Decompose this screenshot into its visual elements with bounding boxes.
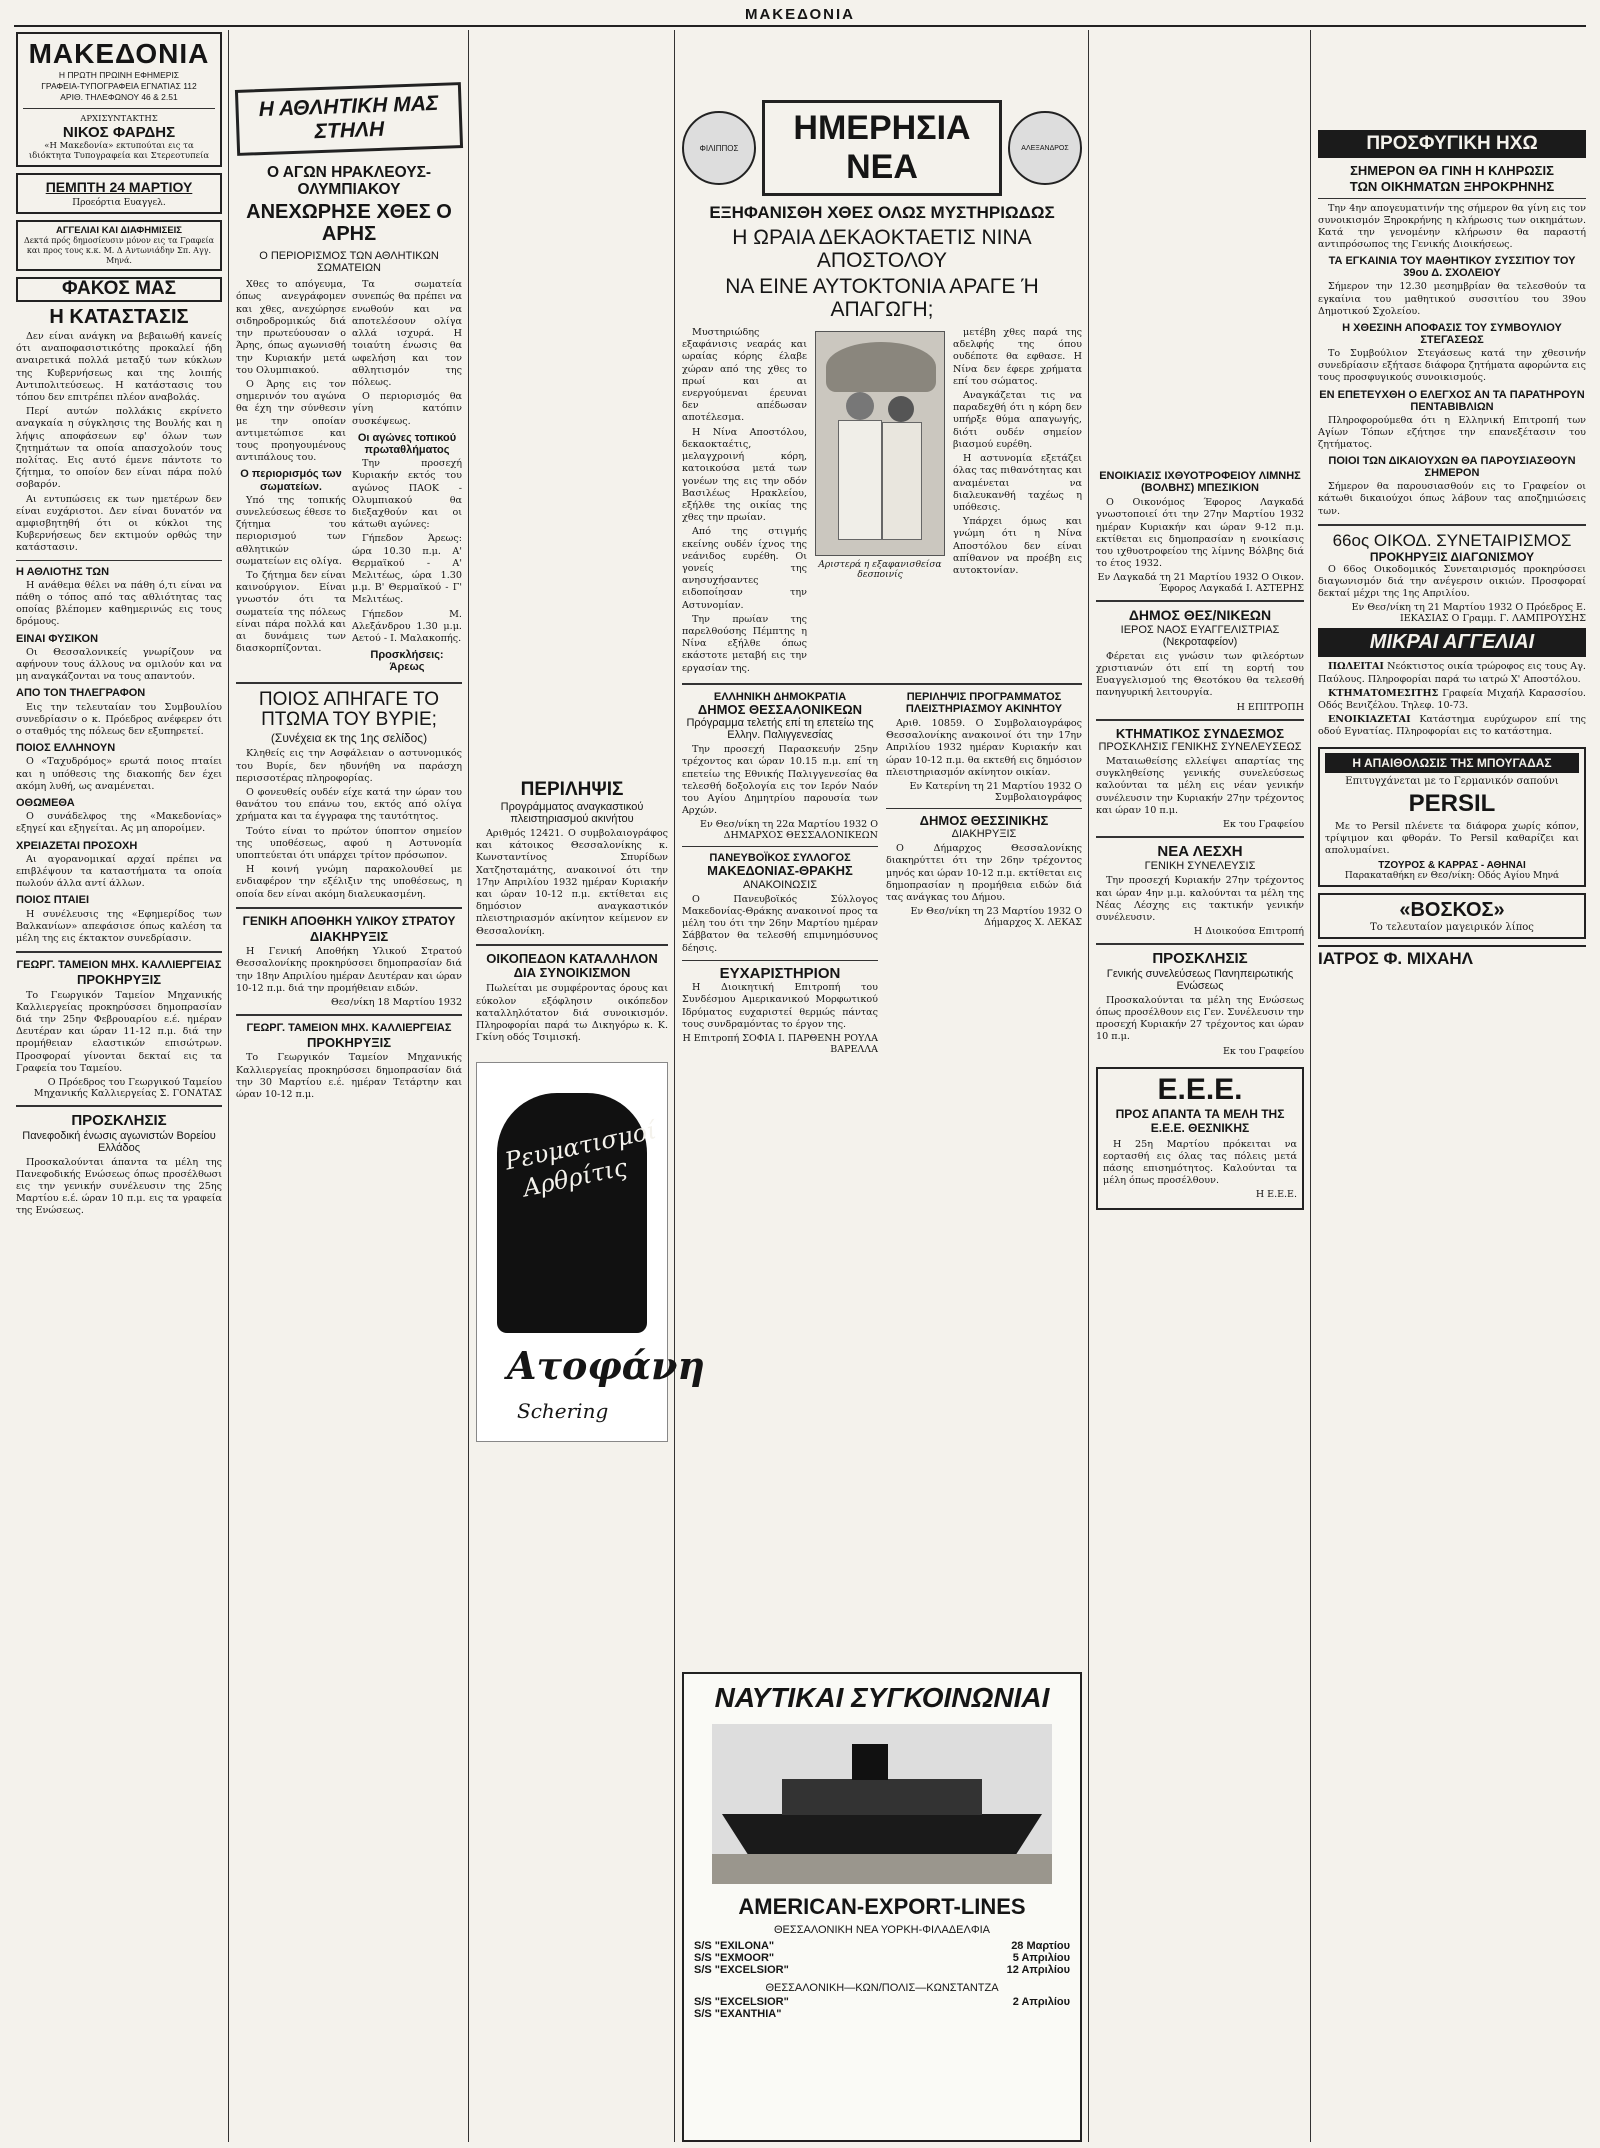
notice-column	[886, 691, 1082, 1059]
paragraph: Φέρεται εις γνώσιν των φιλεόρτων χριστιανών ότι επί τη εορτή του Ευαγγελισμού της Θεοτόκου θα τελεσθή πανηγυρική λειτουργία.	[1096, 650, 1304, 699]
paragraph: Χθες το απόγευμα, όπως ανεγράφομεν και χθες, ανεχώρησε σιδηροδρομικώς διά την πρωτεύουσαν ο Άρης, όπως αγωνισθή την Κυριακήν μετά του Ολυμπιακού.	[236, 279, 346, 376]
ship-schedule-row	[684, 1952, 1080, 1964]
note-text: Ο συνάδελφος της «Μακεδονίας» εξηγεί και εξηγείται. Ας μη αποροίμεν.	[16, 811, 222, 835]
notice-signature: Εκ του Γραφείου	[1222, 1045, 1304, 1057]
echo-subheading: Η ΧΘΕΣΙΝΗ ΑΠΟΦΑΣΙΣ ΤΟΥ ΣΥΜΒΟΥΛΙΟΥ ΣΤΕΓΑΣΕΩΣ	[1342, 322, 1562, 347]
medicine-advertisement	[476, 1062, 706, 1442]
note-text: Ο «Ταχυδρόμος» ερωτά ποιος πταίει και η υπόθεσις της διακοπής δεν έχει ακόμη λυθή, ως αναμένεται.	[16, 756, 222, 792]
shipping-route: ΘΕΣΣΑΛΟΝΙΚΗ—ΚΩΝ/ΠΟΛΙΣ—ΚΩΝΣΤΑΝΤΖΑ	[765, 1982, 999, 1994]
divider	[16, 1105, 222, 1107]
column-4	[682, 32, 1082, 2142]
notice-body	[1096, 497, 1304, 570]
divider	[236, 1014, 462, 1016]
column-6	[1318, 32, 1586, 2142]
vosko-advertisement	[1318, 893, 1586, 939]
summary-body	[476, 828, 668, 938]
ads-label: ΑΓΓΕΛΙΑΙ ΚΑΙ ΔΙΑΦΗΜΙΣΕΙΣ	[55, 225, 183, 236]
column-title: ΦΑΚΟΣ ΜΑΣ	[16, 277, 222, 302]
doctor-ad: ΙΑΤΡΟΣ Φ. ΜΙΧΑΗΛ	[1318, 945, 1586, 969]
issue-date: ΠΕΜΠΤΗ 24 ΜΑΡΤΙΟΥ	[45, 179, 193, 195]
inline-heading: Οι αγώνες τοπικού πρωταθλήματος	[357, 431, 457, 456]
portrait-photo	[815, 331, 945, 556]
small-ad-text: Νεόκτιστος οικία τρώροφος εις τους Αγ. Παύλους. Πληροφορίαι παρά τω ιατρώ Χ' Αποστόλου.	[1318, 661, 1586, 685]
article-body	[16, 331, 222, 945]
notice-body	[1096, 875, 1304, 924]
notice-column	[682, 691, 878, 1059]
column-1	[16, 32, 222, 2142]
paragraph: Ο Πανευβοϊκός Σύλλογος Μακεδονίας-Θράκης ανακοινοί προς τα μέλη του ότι την 26ην Μαρτίου ημέραν Σάββατον θα τελεσθή επιμνημόσυνος δέησις.	[682, 893, 878, 954]
paragraph: Με το Persil πλένετε τα διάφορα χωρίς κόπον, τρίψιμον και φθοράν. Το Persil καθαρίζει και απολυμαίνει.	[1325, 820, 1579, 856]
notice-title: ΔΗΜΟΣ ΘΕΣΣΙΝΙΚΗΣ	[919, 812, 1049, 828]
divider	[682, 683, 1082, 685]
divider	[682, 846, 878, 847]
article-column	[236, 279, 346, 675]
notice-body	[886, 843, 1082, 904]
notice-signature: Η Διοικούσα Επιτροπή	[1193, 926, 1304, 938]
divider	[1096, 719, 1304, 721]
small-ads-banner: ΜΙΚΡΑΙ ΑΓΓΕΛΙΑΙ	[1318, 628, 1586, 657]
echo-subheading: ΕΝ ΕΠΕΤΕΥΧΘΗ Ο ΕΛΕΓΧΟΣ ΑΝ ΤΑ ΠΑΡΑΤΗΡΟΥΝ ΠΕΝΤΑΒΙΒΛΙΩΝ	[1319, 388, 1585, 413]
paragraph: Την προσεχή Κυριακήν 27ην τρέχοντος και ώραν 4ην μ.μ. καλούνται τα μέλη της Νέας Λέσχης εις τακτικήν γενικήν συνέλευσιν.	[1096, 875, 1304, 924]
note-text: Αι αγορανομικαί αρχαί πρέπει να επιβλέψουν τα καταστήματα τα οποία πωλούν άλλα αντί άλλων.	[16, 853, 222, 890]
story-headline: ΠΟΙΟΣ ΑΠΗΓΑΓΕ ΤΟ ΠΤΩΜΑ ΤΟΥ ΒΥΡΙΕ;	[258, 688, 440, 731]
paragraph: Γήπεδον Άρεως: ώρα 10.30 π.μ. Α' Θερμαϊκού - Α' Μελιτέως, ώρα 1.30 μ.μ. Β' Θερμαϊκού - Γ' Μελιτέως.	[352, 533, 462, 606]
paragraph: Αριθμός 12421. Ο συμβολαιογράφος και κάτοικος Θεσσαλονίκης κ. Κωνσταντίνος Σπυρίδων Χατζησταμάτης, ανακοινοί ότι την 17ην Απριλίου 1932 ημέραν Κυριακήν και ώραν 10-12 π.μ. εκτίθεται εις δημόσιον αναγκαστικόν πλειστηριασμόν ακίνητον κείμενον εν Θεσσαλονίκη.	[476, 827, 668, 937]
column-rule	[674, 30, 675, 2142]
paragraph: Από της στιγμής εκείνης ουδέν ίχνος της νεάνιδος ευρέθη. Οι γονείς της ανησυχήσαντες ειδοποίησαν την Αστυνομίαν.	[682, 526, 807, 611]
paragraph: Προσκαλούνται άπαντα τα μέλη της Πανεφοδικής Ενώσεως όπως προσέλθωσι εις την γενικήν συνέλευσιν της 25ης Μαρτίου ε.έ. ώραν 10 π.μ. εις τα γραφεία της Ενώσεως.	[16, 1156, 222, 1217]
notice-signature: Ο Πρόεδρος του Γεωργικού Ταμείου Μηχανικής Καλλιεργείας Σ. ΓΟΝΑΤΑΣ	[33, 1077, 222, 1100]
paragraph: Το ζήτημα δεν είναι καινούργιον. Είναι γνωστόν ότι τα σωματεία της πόλεως είναι πάρα πολλά και αι δυνάμεις των διασκορπίζονται.	[236, 569, 346, 655]
ship-name: S/S "EXANTHIA"	[694, 2008, 782, 2020]
ship-illustration	[712, 1724, 1052, 1884]
ship-name: S/S "EXILONA"	[694, 1940, 775, 1952]
inline-heading: Προσκλήσεις: Άρεως	[370, 649, 444, 674]
notice-title: ΜΑΚΕΔΟΝΙΑΣ-ΘΡΑΚΗΣ	[707, 863, 853, 879]
divider	[1096, 836, 1304, 838]
photo-caption: Αριστερά η εξαφανισθείσα δεσποινίς	[818, 560, 942, 581]
small-ad	[1318, 661, 1586, 685]
echo-body	[1318, 348, 1586, 385]
notice-subtitle: Γενικής συνελεύσεως Πανηπειρωτικής Ενώσεως	[1106, 967, 1294, 992]
notice-date: Θεσ/νίκη 18 Μαρτίου 1932	[330, 997, 462, 1009]
sports-subheadline: Ο ΠΕΡΙΟΡΙΣΜΟΣ ΤΩΝ ΑΘΛΗΤΙΚΩΝ ΣΩΜΑΤΕΙΩΝ	[259, 250, 439, 275]
paragraph: Αι εντυπώσεις εκ των ημετέρων δεν είναι ευχάριστοι. Δεν είναι δυνατόν να αμφισβητηθή ότι οι κύκλοι της Κυβερνήσεως δεν εκτιμούν ορθώς την κατάστασιν.	[16, 493, 222, 554]
date-box	[16, 173, 222, 214]
figure-head	[846, 392, 874, 420]
notice-subtitle: Πανεφοδική ένωσις αγωνιστών Βορείου Ελλάδος	[22, 1129, 216, 1154]
paragraph: Υπό της τοπικής συνελεύσεως έθεσε το ζήτημα του περιορισμού των αθλητικών σωματείων εις ολίγα.	[236, 494, 346, 567]
notice-subtitle: Πρόγραμμα τελετής επί τη επετείω της Ελλην. Παλιγγενεσίας	[686, 717, 874, 742]
column-rule	[1088, 30, 1089, 2142]
column-5	[1096, 470, 1304, 2142]
coin-alexander-icon	[1008, 111, 1082, 185]
ship-date: 28 Μαρτίου	[1011, 1940, 1070, 1952]
note-title: ΠΟΙΟΣ ΕΛΛΗΝΟΥΝ	[16, 742, 116, 755]
news-headline: ΝΑ ΕΙΝΕ ΑΥΤΟΚΤΟΝΙΑ ΑΡΑΓΕ Ή ΑΠΑΓΩΓΗ;	[725, 274, 1039, 321]
coop-signature: Εν Θεσ/νίκη τη 21 Μαρτίου 1932 Ο Πρόεδρος Ε. ΙΕΚΑΣΙΑΣ Ο Γραμμ. Γ. ΛΑΜΠΡΟΥΣΗΣ	[1351, 602, 1586, 625]
ad-maker: Schering	[517, 1399, 609, 1424]
eee-subtitle: ΠΡΟΣ ΑΠΑΝΤΑ ΤΑ ΜΕΛΗ ΤΗΣ Ε.Ε.Ε. ΘΕΣΝΙΚΗΣ	[1115, 1106, 1285, 1135]
paragraph: Προσκαλούνται τα μέλη της Ενώσεως όπως προσέλθουν εις Γεν. Συνέλευσιν την προσεχή Κυριακήν 27 τρέχοντος και ώραν 10 π.μ.	[1096, 994, 1304, 1043]
small-ad-lead: ΕΝΟΙΚΙΑΖΕΤΑΙ	[1328, 714, 1411, 726]
figure-body	[882, 422, 922, 540]
ad-script: Ρευματισμοί Αρθρίτις	[502, 1116, 659, 1203]
ship-date: 2 Απριλίου	[1012, 1996, 1070, 2008]
divider	[1318, 524, 1586, 526]
paragraph: Τούτο είναι το πρώτον ύποπτον σημείον της υποθέσεως, αφού η Αστυνομία υποπτεύεται ότι υπάρχει τρίτον πρόσωπον.	[236, 825, 462, 861]
notice-subtitle: ΙΕΡΟΣ ΝΑΟΣ ΕΥΑΓΓΕΛΙΣΤΡΙΑΣ (Νεκροταφείον)	[1120, 623, 1280, 648]
notice-subtitle: ΠΡΟΣΚΛΗΣΙΣ ΓΕΝΙΚΗΣ ΣΥΝΕΛΕΥΣΕΩΣ	[1098, 740, 1302, 753]
plot-ad-title: ΟΙΚΟΠΕΔΟΝ ΚΑΤΑΛΛΗΛΟΝ ΔΙΑ ΣΥΝΟΙΚΙΣΜΟΝ	[486, 950, 658, 981]
eee-body	[1103, 1139, 1297, 1188]
ship-hull	[722, 1814, 1042, 1854]
ship-name: S/S "EXMOOR"	[694, 1952, 775, 1964]
small-ad	[1318, 714, 1586, 738]
story-body	[236, 748, 462, 900]
paragraph: Κληθείς εις την Ασφάλειαν ο αστυνομικός του Βυρίε, δεν ηδυνήθη να παράσχη περισσοτέρας πληροφορίας.	[236, 748, 462, 784]
note-title: ΧΡΕΙΑΖΕΤΑΙ ΠΡΟΣΟΧΗ	[16, 839, 138, 852]
divider	[236, 682, 462, 684]
notice-title: ΝΕΑ ΛΕΣΧΗ	[1157, 842, 1243, 860]
divider	[23, 108, 215, 109]
paragraph: Ο Οικονόμος Έφορος Λαγκαδά γνωστοποιεί ότι την 27ην Μαρτίου 1932 ημέραν Κυριακήν και ώραν 9-12 π.μ. εκτίθεται εις δημοπρασίαν η ενοικίασις του ιχθυοτροφείου της λίμνης Βόλβης διά το έτος 1932.	[1096, 497, 1304, 570]
column-2	[236, 32, 462, 2142]
small-ad-text: Κατάστημα ευρύχωρον επί της οδού Εγνατίας. Πληροφορίαι εις το κατάστημα.	[1318, 714, 1586, 738]
printer-note: «Η Μακεδονία» εκτυπούται εις τα ιδιόκτητα Τυπογραφεία και Στερεοτυπεία	[28, 141, 210, 161]
eee-notice-box	[1096, 1067, 1304, 1211]
coop-title: 66ος ΟΙΚΟΔ. ΣΥΝΕΤΑΙΡΙΣΜΟΣ	[1332, 530, 1572, 550]
divider	[476, 944, 668, 946]
paragraph: Υπάρχει όμως και γνώμη ότι η Νίνα Αποστόλου δεν είναι απίθανον να προέβη εις αυτοκτονίαν.	[953, 516, 1082, 576]
ship-schedule-row	[684, 2008, 1080, 2020]
paragraph: Ματαιωθείσης ελλείψει απαρτίας της συγκληθείσης γενικής συνελεύσεως καλούνται τα μέλη εις νέαν γενικήν συνέλευσιν την Κυριακήν 27ην τρέχοντος και ώραν 10 π.μ.	[1096, 755, 1304, 816]
masthead-lines	[23, 70, 215, 103]
ads-text: Δεκτά πρός δημοσίευσιν μόνον εις τα Γραφεία και προς τους κ.κ. Μ. Δ Αντωνιάδην Σπ. Αγγ. Μηνά.	[23, 236, 215, 265]
masthead	[16, 32, 222, 167]
divider	[16, 951, 222, 953]
divider	[682, 960, 878, 961]
divider	[16, 560, 222, 561]
ship-schedule-row	[684, 1996, 1080, 2008]
note-title: ΠΟΙΟΣ ΠΤΑΙΕΙ	[16, 894, 90, 907]
small-ads-list	[1318, 661, 1586, 738]
figure-body	[838, 420, 882, 540]
notice-signature: Εν Λαγκαδά τη 21 Μαρτίου 1932 Ο Οικον. Έφορος Λαγκαδά Ι. ΑΣΤΕΡΗΣ	[1097, 572, 1304, 595]
small-ad-lead: ΠΩΛΕΙΤΑΙ	[1328, 661, 1384, 673]
notice-body	[1096, 651, 1304, 700]
inline-heading: Ο περιορισμός των σωματείων.	[240, 468, 342, 493]
figure-head	[888, 396, 914, 422]
plot-ad-body	[476, 983, 668, 1044]
notice-signature: Η Επιτροπή ΣΟΦΙΑ Ι. ΠΑΡΘΕΝΗ ΡΟΥΛΑ ΒΑΡΕΛΛΑ	[682, 1033, 878, 1056]
note-text: Εις την τελευταίαν του Συμβουλίου συνεδρίασιν ο κ. Πρόεδρος ανέφερεν ότι ο σταθμός της πόλεως δεν εξυπηρετεί.	[16, 701, 222, 737]
paragraph: Η Διοικητική Επιτροπή του Συνδέσμου Αμερικανικού Μορφωτικού Ιδρύματος ευχαριστεί θερμώς πάντας τους συνδραμόντας το έργον της.	[682, 982, 878, 1030]
article-column	[682, 327, 807, 677]
echo-subheading: ΤΑ ΕΓΚΑΙΝΙΑ ΤΟΥ ΜΑΘΗΤΙΚΟΥ ΣΥΣΣΙΤΙΟΥ ΤΟΥ 39ου Δ. ΣΧΟΛΕΙΟΥ	[1328, 255, 1576, 280]
persil-dealer-note: Παρακαταθήκη εν Θεσ/νίκη: Οδός Αγίου Μηνά	[1344, 871, 1560, 882]
persil-advertisement	[1318, 747, 1586, 888]
echo-body	[1318, 415, 1586, 452]
persil-dealer: ΤΖΟΥΡΟΣ & ΚΑΡΡΑΣ - ΑΘΗΝΑΙ	[1378, 860, 1526, 872]
paragraph: Μυστηριώδης εξαφάνισις νεαράς και ωραίας κόρης έλαβε χώραν από της χθες το πρωί και αι ενεργούμεναι έρευναι δεν απέδωσαν αποτέλεσμα.	[682, 327, 807, 424]
photo-block	[815, 327, 945, 677]
shipping-route: ΘΕΣΣΑΛΟΝΙΚΗ ΝΕΑ ΥΟΡΚΗ-ΦΙΛΑΔΕΛΦΙΑ	[774, 1924, 990, 1936]
paragraph: Η Νίνα Αποστόλου, δεκαοκταέτις, μελαγχροινή κόρη, κατοικούσα μετά των γονέων της εις την οδόν Βασιλέως Ηρακλείου, εξήλθε της οικίας της χθες την πρωίαν.	[682, 426, 807, 524]
paragraph: Ο Άρης εις τον σημερινόν του αγώνα θα έχη την σύνθεσιν με την οποίαν αντιμετώπισε και τους προηγουμένους αντιπάλους του.	[236, 378, 346, 464]
paragraph: Δεν είναι ανάγκη να βεβαιωθή κανείς ότι αναποφασιστικότης προκαλεί ήδη αναιρετικά πολλά μεταξύ των κύκλων της Κυβερνήσεως και της λοιπής Αντιπολιτεύσεως. Η κατάστασις του τόπου δεν επιτρέπει πλέον αναβολάς.	[16, 330, 222, 403]
sports-section-banner	[235, 82, 463, 156]
echo-body	[1318, 481, 1586, 518]
news-headline: ΕΞΗΦΑΝΙΣΘΗ ΧΘΕΣ ΟΛΩΣ ΜΥΣΤΗΡΙΩΔΩΣ	[709, 203, 1055, 222]
sports-headline: Ο ΑΓΩΝ ΗΡΑΚΛΕΟΥΣ-ΟΛΥΜΠΙΑΚΟΥ	[266, 164, 432, 199]
echo-headline: ΤΩΝ ΟΙΚΗΜΑΤΩΝ ΞΗΡΟΚΡΗΝΗΣ	[1318, 180, 1586, 198]
notice-title: ΕΝΟΙΚΙΑΣΙΣ ΙΧΘΥΟΤΡΟΦΕΙΟΥ ΛΙΜΝΗΣ (ΒΟΛΒΗΣ) ΜΠΕΣΙΚΙΟΝ	[1099, 470, 1301, 495]
sea-waves	[712, 1854, 1052, 1884]
notice-body	[682, 894, 878, 955]
notices-row	[682, 691, 1082, 1059]
banner-title: ΗΜΕΡΗΣΙΑ ΝΕΑ	[793, 109, 971, 186]
note-title: Η ΑΘΛΙΟΤΗΣ ΤΩΝ	[16, 565, 110, 578]
note-title: ΑΠΟ ΤΟΝ ΤΗΛΕΓΡΑΦΟΝ	[16, 687, 146, 700]
notice-title: ΔΙΑΚΗΡΥΞΙΣ	[309, 928, 389, 944]
coop-body	[1318, 564, 1586, 601]
saint-of-day: Προεόρτια Ευαγγελ.	[72, 198, 166, 208]
vosko-title: «ΒΟΣΚΟΣ»	[1399, 899, 1505, 922]
notice-org: ΓΕΩΡΓ. ΤΑΜΕΙΟΝ ΜΗΧ. ΚΑΛΛΙΕΡΓΕΙΑΣ	[16, 959, 222, 972]
ad-brand: Ατοφάνη	[507, 1343, 706, 1389]
article-column	[352, 279, 462, 675]
article-column	[953, 327, 1082, 677]
notice-signature: Εν Θεσ/νίκη τη 22α Μαρτίου 1932 Ο ΔΗΜΑΡΧΟΣ ΘΕΣΣΑΛΟΝΙΚΕΩΝ	[700, 819, 878, 842]
coin-philip-icon	[682, 111, 756, 185]
notice-body	[682, 982, 878, 1031]
paragraph: Περί αυτών πολλάκις εκρίνετο αναγκαία η σύγκλησις της Βουλής και η λήψις αποφάσεων εφ' όλων των ζητημάτων τα οποία απασχολούν τους πολίτας. Εις αυτό έμενε πάντοτε το ζήτημα, το οποίον δεν είναι πάρα πολύ σοβαρόν.	[16, 406, 222, 491]
notice-subtitle: ΑΝΑΚΟΙΝΩΣΙΣ	[742, 878, 818, 891]
paragraph: Το Γεωργικόν Ταμείον Μηχανικής Καλλιεργείας προκηρύσσει δημοπρασίαν διά την 30 Μαρτίου ε.έ. ημέραν Τετάρτην και ώραν 10-12 π.μ.	[236, 1052, 462, 1101]
paragraph: Αναγκάζεται τις να παραδεχθή ότι η κόρη δεν υπήρξε θύμα απαγωγής, διότι ουδέν σημείον βιασμού ευρέθη.	[953, 390, 1082, 450]
ship-date: 12 Απριλίου	[1006, 1964, 1070, 1976]
paragraph: Αριθ. 10859. Ο Συμβολαιογράφος Θεσσαλονίκης ανακοινοί ότι την 17ην Απριλίου 1932 ημέραν Κυριακήν και ώραν 10-12 π.μ. θα εκτεθή εις δημόσιον πλειστηριασμόν ακίνητον οικίαν.	[886, 717, 1082, 778]
editor-label: ΑΡΧΙΣΥΝΤΑΚΤΗΣ	[80, 114, 158, 124]
column-rule	[468, 30, 469, 2142]
notice-body	[1096, 995, 1304, 1044]
divider	[1096, 600, 1304, 602]
shipping-advertisement	[682, 1672, 1082, 2142]
notice-body	[1096, 756, 1304, 817]
notice-body	[236, 1052, 462, 1101]
editor-name: ΝΙΚΟΣ ΦΑΡΔΗΣ	[62, 124, 176, 141]
ship-name: S/S "EXCELSIOR"	[694, 1964, 789, 1976]
eee-title: Ε.Ε.Ε.	[1157, 1072, 1243, 1106]
notice-title: ΔΗΜΟΣ ΘΕΣΣΑΛΟΝΙΚΕΩΝ	[697, 701, 863, 717]
notice-subtitle: ΔΙΑΚΗΡΥΞΙΣ	[951, 828, 1017, 841]
paragraph: Η κοινή γνώμη παρακολουθεί με ενδιαφέρον την εξέλιξιν της υποθέσεως, η οποία δεν είναι ακόμη διαλευκασμένη.	[236, 864, 462, 900]
paragraph: Την 4ην απογευματινήν της σήμερον θα γίνη εις τον συνοικισμόν Ξηροκρήνης η κλήρωσις των οικημάτων. Κατά την γενομένην κλήρωσιν θα παραστή αντιπρόσωπος της Γενικής Διοικήσεως.	[1318, 202, 1586, 251]
paragraph: Η αστυνομία εξετάζει όλας τας πιθανότητας και αναμένεται να διαλευκανθή ταχέως η υπόθεσις.	[953, 453, 1082, 513]
divider	[886, 808, 1082, 809]
masthead-line: ΑΡΙΘ. ΤΗΛΕΦΩΝΟΥ 46 & 2.51	[60, 92, 178, 102]
masthead-title: ΜΑΚΕΔΟΝΙΑ	[28, 38, 210, 69]
summary-subtitle: Προγράμματος αναγκαστικού πλειστηριασμού ακινήτου	[500, 800, 644, 825]
notice-title: ΚΤΗΜΑΤΙΚΟΣ ΣΥΝΔΕΣΜΟΣ	[1115, 725, 1285, 741]
paragraph: Ο Δήμαρχος Θεσσαλονίκης διακηρύττει ότι την 26ην τρέχοντος μηνός και ώραν 10-12 π.μ. εκτίθεται εις δημοπρασίαν η προμήθεια ειδών διά τας ανάγκας του Δήμου.	[886, 843, 1083, 904]
small-ad-text: Γραφεία Μιχαήλ Καρασσίου. Οδός Βενιζέλου. Τηλεφ. 10-73.	[1318, 687, 1586, 711]
paragraph: Πληροφορούμεθα ότι η Ελληνική Επιτροπή των Αγίων Τόπων εζήτησε την επανεξέτασιν του ζητήματος.	[1318, 414, 1586, 451]
notice-title: ΠΕΡΙΛΗΨΙΣ ΠΡΟΓΡΑΜΜΑΤΟΣ ΠΛΕΙΣΤΗΡΙΑΣΜΟΥ ΑΚΙΝΗΤΟΥ	[905, 690, 1063, 715]
notice-signature: Η ΕΠΙΤΡΟΠΗ	[1236, 701, 1304, 713]
persil-subtitle: Επιτυγχάνεται με το Γερμανικόν σαπούνι	[1345, 775, 1559, 787]
ads-info-box	[16, 220, 222, 271]
paragraph: Η Γενική Αποθήκη Υλικού Στρατού Θεσσαλονίκης προκηρύσσει δημοπρασίαν διά την 18ην Απριλίου ημέραν Δευτέραν και ώραν 10-12 π.μ. διά την προμήθειαν ειδών.	[236, 946, 462, 994]
running-head: ΜΑΚΕΔΟΝΙΑ	[744, 6, 856, 23]
paragraph: Η 25η Μαρτίου πρόκειται να εορτασθή εις όλας τας πόλεις μετά πάσης επισημότητος. Καλούνται τα μέλη όπως προσέλθουν.	[1103, 1138, 1297, 1187]
plant-shape	[826, 342, 936, 392]
sports-article	[236, 279, 462, 675]
shipping-company: AMERICAN-EXPORT-LINES	[738, 1894, 1026, 1919]
story-subheadline: (Συνέχεια εκ της 1ης σελίδος)	[270, 731, 428, 746]
note-text: Η συνέλευσις της «Εφημερίδος των Βαλκανίων» απεφάσισε όπως καλέση τα μέλη της εις έκτακτον συνεδρίασιν.	[16, 908, 222, 945]
shipping-banner: ΝΑΥΤΙΚΑΙ ΣΥΓΚΟΙΝΩΝΙΑΙ	[714, 1682, 1050, 1713]
notice-body	[16, 990, 222, 1075]
echo-body	[1318, 281, 1586, 318]
note-text: Η ανάθεμα θέλει να πάθη ό,τι είναι να πάθη ο τόπος από τας αθλιότητας τας οποίας βλέπομεν καθημερινώς εις τους δρόμους.	[16, 579, 222, 628]
notice-org: ΕΛΛΗΝΙΚΗ ΔΗΜΟΚΡΑΤΙΑ	[713, 690, 847, 703]
coin-label: ΦΙΛΙΠΠΟΣ	[699, 143, 739, 153]
paragraph: Πωλείται με συμφέροντας όρους και εύκολον εξόφλησιν οικόπεδον καταλληλότατον διά συνοικισμόν. Πληροφορίαι παρά τω Δικηγόρω κ. Κ. Γκίνη οδός Τσιμισκή.	[476, 983, 668, 1044]
notice-title: ΕΥΧΑΡΙΣΤΗΡΙΟΝ	[719, 964, 841, 982]
ship-date: 5 Απριλίου	[1012, 1952, 1070, 1964]
news-banner	[682, 100, 1082, 196]
divider	[236, 907, 462, 909]
paragraph: Σήμερον θα παρουσιασθούν εις το Γραφείον οι κάτωθι δικαιούχοι όπως λάβουν τας αποζημιώσεις των.	[1318, 481, 1586, 517]
ship-schedule-row	[684, 1940, 1080, 1952]
small-ad	[1318, 688, 1586, 712]
notice-org: ΓΕΩΡΓ. ΤΑΜΕΙΟΝ ΜΗΧ. ΚΑΛΛΙΕΡΓΕΙΑΣ	[246, 1022, 452, 1035]
eee-signature: Η Ε.Ε.Ε.	[1255, 1189, 1297, 1201]
banner-box	[762, 100, 1002, 196]
notice-body	[886, 718, 1082, 779]
paragraph: Ο περιορισμός θα γίνη κατόπιν συσκέψεως.	[352, 391, 462, 427]
paragraph: Την πρωίαν της παρελθούσης Πέμπτης η Νίνα εξήλθε όπως εκάστοτε μεταβή εις την εργασίαν της.	[682, 613, 807, 674]
paragraph: μετέβη χθες παρά της αδελφής της όπου ουδέποτε θα εφθασε. Η Νίνα δεν έφερε χρήματα επί του σώματος.	[953, 327, 1082, 387]
notice-body	[16, 1157, 222, 1218]
paragraph: Σήμερον την 12.30 μεσημβρίαν θα τελεσθούν τα εγκαίνια του μαθητικού συσσιτίου του 39ου Δημοτικού Σχολείου.	[1318, 281, 1586, 317]
notice-org: ΓΕΝΙΚΗ ΑΠΟΘΗΚΗ ΥΛΙΚΟΥ ΣΤΡΑΤΟΥ	[242, 913, 456, 928]
ship-schedule-row	[684, 1964, 1080, 1976]
masthead-line: Η ΠΡΩΤΗ ΠΡΩΙΝΗ ΕΦΗΜΕΡΙΣ	[58, 70, 180, 80]
ship-name: S/S "EXCELSIOR"	[694, 1996, 789, 2008]
coin-label: ΑΛΕΞΑΝΔΡΟΣ	[1021, 144, 1069, 152]
persil-headline: Η ΑΠΑΙΘΟΛΩΣΙΣ ΤΗΣ ΜΠΟΥΓΑΔΑΣ	[1325, 753, 1579, 773]
sports-headline: ΑΝΕΧΩΡΗΣΕ ΧΘΕΣ Ο ΑΡΗΣ	[246, 201, 452, 246]
paragraph: Το Συμβούλιον Στεγάσεως κατά την χθεσινήν συνεδρίασιν εξήτασε διάφορα ζητήματα αφορώντα εις τους προσφυγικούς συνοικισμούς.	[1318, 348, 1586, 384]
refugee-echo-banner: ΠΡΟΣΦΥΓΙΚΗ ΗΧΩ	[1318, 130, 1586, 158]
summary-title: ΠΕΡΙΛΗΨΙΣ	[520, 779, 624, 800]
notice-body	[682, 744, 878, 817]
column-rule	[228, 30, 229, 2142]
paragraph: Το Γεωργικόν Ταμείον Μηχανικής Καλλιεργείας προκηρύσσει δημοπρασίαν διά την 25ην Φεβρουαρίου ε.έ. ημέραν Δευτέραν και ώραν 11-12 π.μ. διά την προμήθειαν ελαστικών επισώτρων. Προσφοραί γίνονται δεκταί εις τα Γραφεία του Ταμείου.	[16, 989, 222, 1074]
news-story	[682, 327, 1082, 677]
divider	[1096, 943, 1304, 945]
echo-headline: ΣΗΜΕΡΟΝ ΘΑ ΓΙΝΗ Η ΚΛΗΡΩΣΙΣ	[1350, 163, 1554, 178]
ship-funnel	[852, 1744, 888, 1780]
notice-title: ΠΡΟΚΗΡΥΞΙΣ	[306, 1035, 392, 1051]
notice-signature: Εν Θεσ/νίκη τη 23 Μαρτίου 1932 Ο Δήμαρχος Χ. ΛΕΚΑΣ	[910, 906, 1082, 929]
article-title: Η ΚΑΤΑΣΤΑΣΙΣ	[49, 305, 189, 328]
notice-org: ΠΑΝΕΥΒΟΪΚΟΣ ΣΥΛΛΟΓΟΣ	[709, 852, 851, 865]
notice-signature: Εν Κατερίνη τη 21 Μαρτίου 1932 Ο Συμβολαιογράφος	[909, 780, 1082, 803]
note-text: Οι Θεσσαλονικείς γνωρίζουν να αφήνουν τους άλλους να ομιλούν και να μη αναγκάζονται να τους απαντούν.	[16, 646, 222, 683]
note-title: ΕΙΝΑΙ ΦΥΣΙΚΟΝ	[16, 632, 99, 645]
column-rule	[1310, 30, 1311, 2142]
paragraph: Τα σωματεία συνεπώς θα πρέπει να ενωθούν και να αποτελέσουν ολίγα αλλά ισχυρά. Η τοιαύτη ένωσις θα ωφελήση και τον αθλητισμόν της πόλεως.	[352, 279, 462, 388]
notice-signature: Εκ του Γραφείου	[1222, 818, 1304, 830]
notice-title: ΠΡΟΣΚΛΗΣΙΣ	[1152, 950, 1248, 968]
news-headline: Η ΩΡΑΙΑ ΔΕΚΑΟΚΤΑΕΤΙΣ ΝΙΝΑ ΑΠΟΣΤΟΛΟΥ	[732, 225, 1032, 272]
persil-body	[1325, 821, 1579, 858]
coop-subtitle: ΠΡΟΚΗΡΥΞΙΣ ΔΙΑΓΩΝΙΣΜΟΥ	[1369, 549, 1535, 564]
paragraph: Ο φονευθείς ουδέν είχε κατά την ώραν του θανάτου του επάνω του, εκτός από ολίγα χρήματα και τα έγγραφα της ταυτότητος.	[236, 786, 462, 823]
echo-body	[1318, 203, 1586, 252]
ship-deck	[782, 1779, 982, 1815]
paragraph: Ο 66ος Οικοδομικός Συνεταιρισμός προκηρύσσει διαγωνισμόν διά την ανέγερσιν οικιών. Προσφοραί δεκταί μέχρι της 1ης Απριλίου.	[1318, 563, 1586, 600]
paragraph: Γήπεδον Μ. Αλεξάνδρου 1.30 μ.μ. Αετού - Ι. Μαλακοπής.	[352, 608, 462, 644]
notice-body	[236, 946, 462, 995]
persil-brand: PERSIL	[1408, 789, 1496, 817]
small-ad-lead: ΚΤΗΜΑΤΟΜΕΣΙΤΗΣ	[1328, 687, 1439, 699]
notice-title: ΠΡΟΚΗΡΥΞΙΣ	[76, 972, 162, 988]
echo-subheading: ΠΟΙΟΙ ΤΩΝ ΔΙΚΑΙΟΥΧΩΝ ΘΑ ΠΑΡΟΥΣΙΑΣΘΟΥΝ ΣΗΜΕΡΟΝ	[1328, 455, 1576, 480]
notice-subtitle: ΓΕΝΙΚΗ ΣΥΝΕΛΕΥΣΙΣ	[1144, 860, 1256, 873]
paragraph: Την προσεχή Κυριακήν εκτός του αγώνος ΠΑΟΚ - Ολυμπιακού θα διεξαχθούν και οι κάτωθι αγώνες:	[352, 458, 462, 531]
notice-title: ΠΡΟΣΚΛΗΣΙΣ	[71, 1112, 167, 1130]
paragraph: Την προσεχή Παρασκευήν 25ην τρέχοντος και ώραν 10.15 π.μ. επί τη επετείω της Εθνικής Παλιγγενεσίας θα τελεσθή δοξολογία εις τον Ιερόν Ναόν του Αγίου Δημητρίου παρουσία των Αρχών.	[682, 744, 878, 817]
notice-title: ΔΗΜΟΣ ΘΕΣ/ΝΙΚΕΩΝ	[1128, 607, 1272, 624]
column-3	[476, 779, 706, 2142]
note-title: ΟΘΩΜΕΘΑ	[16, 797, 75, 809]
sports-section-title: Η ΑΘΛΗΤΙΚΗ ΜΑΣ ΣΤΗΛΗ	[258, 91, 439, 144]
top-rule	[14, 25, 1586, 27]
vosko-text: Το τελευταίον μαγειρικόν λίπος	[1370, 922, 1534, 934]
masthead-line: ΓΡΑΦΕΙΑ-ΤΥΠΟΓΡΑΦΕΙΑ ΕΓΝΑΤΙΑΣ 112	[41, 81, 197, 91]
